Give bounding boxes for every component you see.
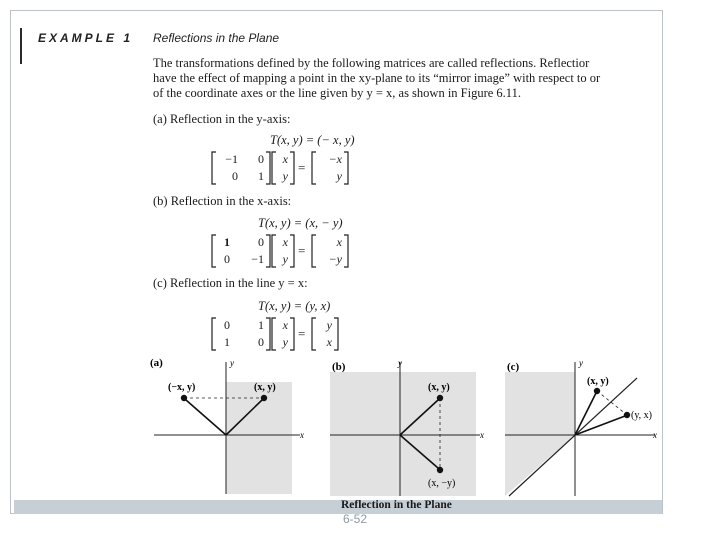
figure-c-label-2: (y, x)	[631, 410, 653, 421]
part-c-matrix-equation	[210, 316, 370, 352]
part-b-matrix-equation	[210, 233, 370, 269]
example-label: EXAMPLE 1	[38, 31, 134, 45]
figure-b-label-up: (x, y)	[428, 382, 450, 393]
figure-a-tag: (a)	[150, 357, 163, 369]
part-c-v1: x	[282, 318, 288, 332]
part-a-v1: x	[282, 152, 288, 166]
part-b-label: (b) Reflection in the x-axis:	[153, 194, 292, 208]
figure-a-label-left: (−x, y)	[168, 382, 196, 393]
part-a-equals: =	[298, 160, 306, 175]
footer-bar	[14, 500, 662, 514]
example-title: Reflections in the Plane	[153, 31, 280, 45]
part-a-m22: 1	[258, 169, 264, 183]
part-b-m21: 0	[224, 252, 230, 266]
figure-a	[150, 358, 310, 503]
figure-b-point-up	[437, 395, 443, 401]
figure-a-y-label: y	[230, 358, 234, 368]
part-a-m21: 0	[232, 169, 238, 183]
part-c-r1: y	[326, 318, 332, 332]
figure-a-shaded-region	[226, 382, 292, 494]
part-c-m21: 1	[224, 335, 230, 349]
part-c-m11: 0	[224, 318, 230, 332]
intro-line-1: The transformations defined by the following matrices are called reflections. Reflectior	[153, 56, 590, 70]
figure-b-y-label: y	[398, 358, 402, 368]
figure-b-point-down	[437, 467, 443, 473]
part-c-v2: y	[282, 335, 288, 349]
part-b-equals: =	[298, 243, 306, 258]
figure-b	[330, 358, 490, 503]
figure-c-diagram	[505, 358, 665, 498]
intro-line-2: have the effect of mapping a point in the xy-plane to its “mirror image” with respect to or	[153, 71, 601, 85]
part-b-v2: y	[282, 252, 288, 266]
figure-c-y-label: y	[579, 358, 583, 368]
part-b-r2: −y	[328, 252, 342, 266]
figure-a-vector-left	[186, 400, 226, 435]
intro-paragraph	[153, 56, 673, 101]
part-b-brackets	[210, 233, 370, 269]
part-a-matrix-equation	[210, 150, 370, 186]
figure-c	[505, 358, 665, 503]
part-a-formula: T(x, y) = (− x, y)	[270, 133, 355, 147]
part-c-label: (c) Reflection in the line y = x:	[153, 276, 308, 290]
figure-a-point-left	[181, 395, 187, 401]
part-c-m12: 1	[258, 318, 264, 332]
figure-c-shaded-upper	[505, 372, 575, 496]
page-number: 6-52	[343, 512, 368, 526]
part-a-m12: 0	[258, 152, 264, 166]
figure-a-x-label: x	[300, 430, 304, 440]
part-c-formula: T(x, y) = (y, x)	[258, 299, 331, 313]
figure-b-diagram	[330, 358, 490, 498]
figure-b-tag: (b)	[332, 361, 346, 373]
part-c-m22: 0	[258, 335, 264, 349]
figure-b-x-label: x	[480, 430, 484, 440]
figure-a-point-right	[261, 395, 267, 401]
part-c-brackets	[210, 316, 370, 352]
part-b-v1: x	[282, 235, 288, 249]
part-a-label: (a) Reflection in the y-axis:	[153, 112, 291, 126]
part-a-m11: −1	[225, 152, 238, 166]
part-a-v2: y	[282, 169, 288, 183]
figure-c-tag: (c)	[507, 361, 520, 373]
part-b-formula: T(x, y) = (x, − y)	[258, 216, 343, 230]
figure-c-label-1: (x, y)	[587, 376, 609, 387]
figure-c-x-label: x	[653, 430, 657, 440]
part-c-r2: x	[326, 335, 332, 349]
left-accent-bar	[20, 28, 22, 64]
part-b-m11: 1	[224, 235, 230, 249]
figure-caption: Reflection in the Plane	[341, 499, 452, 511]
figure-c-point-1	[594, 388, 600, 394]
figure-b-label-down: (x, −y)	[428, 478, 456, 489]
part-a-r1: −x	[328, 152, 342, 166]
part-c-equals: =	[298, 326, 306, 341]
part-a-r2: y	[336, 169, 342, 183]
part-b-m22: −1	[251, 252, 264, 266]
figure-a-label-right: (x, y)	[254, 382, 276, 393]
intro-line-3: of the coordinate axes or the line given by y = x, as shown in Figure 6.11.	[153, 86, 521, 100]
figure-c-point-2	[624, 412, 630, 418]
part-b-r1: x	[336, 235, 342, 249]
figure-a-diagram	[150, 358, 310, 498]
part-b-m12: 0	[258, 235, 264, 249]
